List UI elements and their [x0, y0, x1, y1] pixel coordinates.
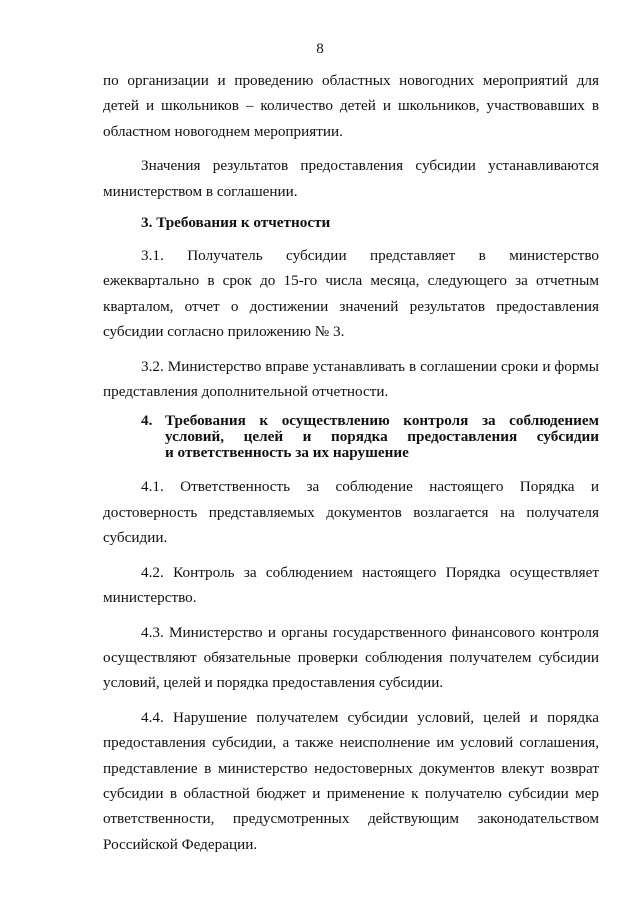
section-4-title-line: и ответственность за их нарушение	[165, 444, 409, 462]
clause-4-4: 4.4. Нарушение получателем субсидии условий, целей и порядка предоставления субсидии, а также неисполнение им условий соглашения, представление в министерство недостоверных документов влекут возврат субсидии в областной бюджет и применение к получателю субсидии мер ответственности, предусмотренных действующим законодательством Российской Федерации.	[103, 708, 599, 853]
section-4-title-line: Требования к осуществлению контроля за соблюдением	[165, 412, 599, 430]
clause-3-2: 3.2. Министерство вправе устанавливать в соглашении сроки и формы представления дополнительной отчетности.	[103, 357, 599, 401]
clause-4-3: 4.3. Министерство и органы государственного финансового контроля осуществляют обязательные проверки соблюдения получателем субсидии условий, целей и порядка предоставления субсидии.	[103, 623, 599, 692]
section-3-heading: 3. Требования к отчетности	[141, 214, 331, 232]
clause-4-1: 4.1. Ответственность за соблюдение настоящего Порядка и достоверность представляемых документов возлагается на получателя субсидии.	[103, 478, 599, 547]
clause-4-2: 4.2. Контроль за соблюдением настоящего Порядка осуществляет министерство.	[103, 563, 599, 607]
clause-3-1: 3.1. Получатель субсидии представляет в министерство ежеквартально в срок до 15-го числа месяца, следующего за отчетным кварталом, отчет о достижении значений результатов предоставления субсидии согласно приложению № 3.	[103, 247, 599, 341]
section-4-number: 4.	[141, 412, 153, 430]
page-number: 8	[316, 41, 324, 57]
paragraph-results-values: Значения результатов предоставления субсидии устанавливаются министерством в соглашении.	[103, 157, 599, 200]
page-content	[103, 68, 599, 866]
section-4-heading	[141, 413, 599, 461]
section-4-title-line: условий, целей и порядка предоставления субсидии	[165, 428, 599, 446]
section-4-title	[165, 413, 599, 461]
paragraph-continuation: по организации и проведению областных новогодних мероприятий для детей и школьников – количество детей и школьников, участвовавших в областном новогоднем мероприятии.	[103, 72, 599, 140]
